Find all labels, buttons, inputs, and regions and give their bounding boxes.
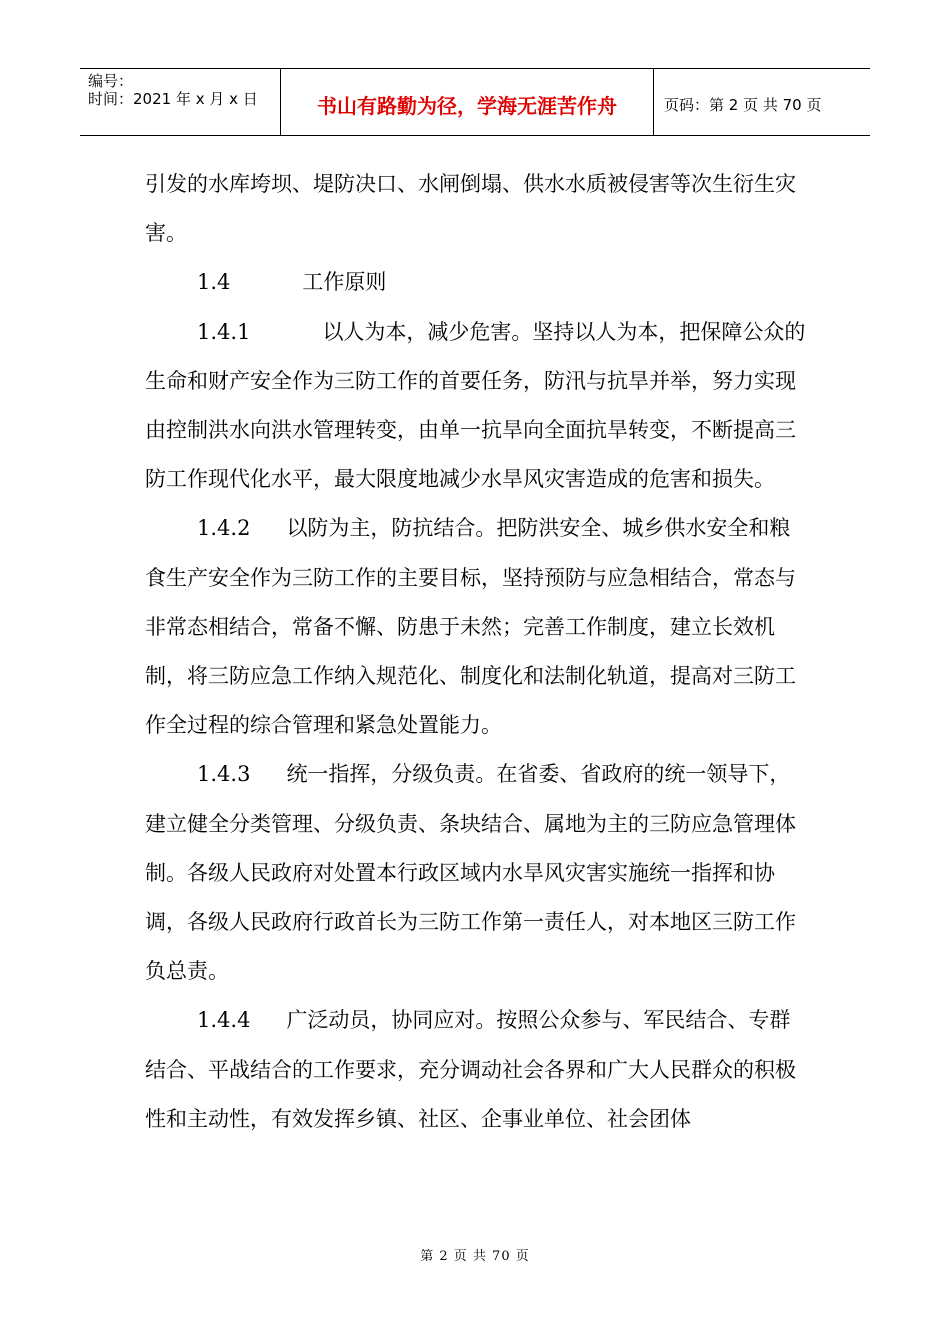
section-number: 1.4.4 — [197, 1008, 251, 1033]
paragraph-continued: 引发的水库垮坝、堤防决口、水闸倒塌、供水水质被侵害等次生衍生灾害。 — [145, 172, 796, 246]
paragraph-1-4-2 — [145, 504, 807, 750]
header-page-info: 页码：第 2 页 共 70 页 — [664, 95, 822, 114]
section-title: 工作原则 — [302, 270, 387, 295]
header-motto: 书山有路勤为径，学海无涯苦作舟 — [281, 69, 654, 135]
paragraph-text: 广泛动员，协同应对。按照公众参与、军民结合、专群结合、平战结合的工作要求，充分调动社会各界和广大人民群众的积极性和主动性，有效发挥乡镇、社区、企事业单位、社会团体 — [145, 1008, 796, 1131]
header-meta — [80, 69, 281, 135]
section-number: 1.4 — [197, 270, 231, 295]
section-number: 1.4.2 — [197, 516, 251, 541]
paragraph-1-4-1 — [145, 308, 807, 505]
serial-number-label: 编号： — [88, 72, 134, 90]
paragraph-text: 以人为本，减少危害。坚持以人为本，把保障公众的生命和财产安全作为三防工作的首要任务，防汛与抗旱并举，努力实现由控制洪水向洪水管理转变，由单一抗旱向全面抗旱转变，不断提高三防工作现代化水平，最大限度地减少水旱风灾害造成的危害和损失。 — [145, 319, 806, 492]
paragraph-text: 以防为主，防抗结合。把防洪安全、城乡供水安全和粮食生产安全作为三防工作的主要目标，坚持预防与应急相结合，常态与非常态相结合，常备不懈、防患于未然；完善工作制度，建立长效机制，将三防应急工作纳入规范化、制度化和法制化轨道，提高对三防工作全过程的综合管理和紧急处置能力。 — [145, 516, 796, 738]
paragraph-1-4-4 — [145, 996, 807, 1144]
paragraph-1-4-3 — [145, 750, 807, 996]
section-heading-1-4 — [145, 258, 807, 307]
date-label: 时间：2021 年 x 月 x 日 — [88, 90, 258, 108]
section-number: 1.4.1 — [197, 319, 251, 344]
document-header — [80, 68, 870, 136]
section-number: 1.4.3 — [197, 762, 251, 787]
document-body — [145, 160, 807, 1144]
paragraph-text: 统一指挥，分级负责。在省委、省政府的统一领导下，建立健全分类管理、分级负责、条块结合、属地为主的三防应急管理体制。各级人民政府对处置本行政区域内水旱风灾害实施统一指挥和协调，各级人民政府行政首长为三防工作第一责任人，对本地区三防工作负总责。 — [145, 762, 796, 984]
page-footer: 第 2 页 共 70 页 — [420, 1249, 530, 1264]
